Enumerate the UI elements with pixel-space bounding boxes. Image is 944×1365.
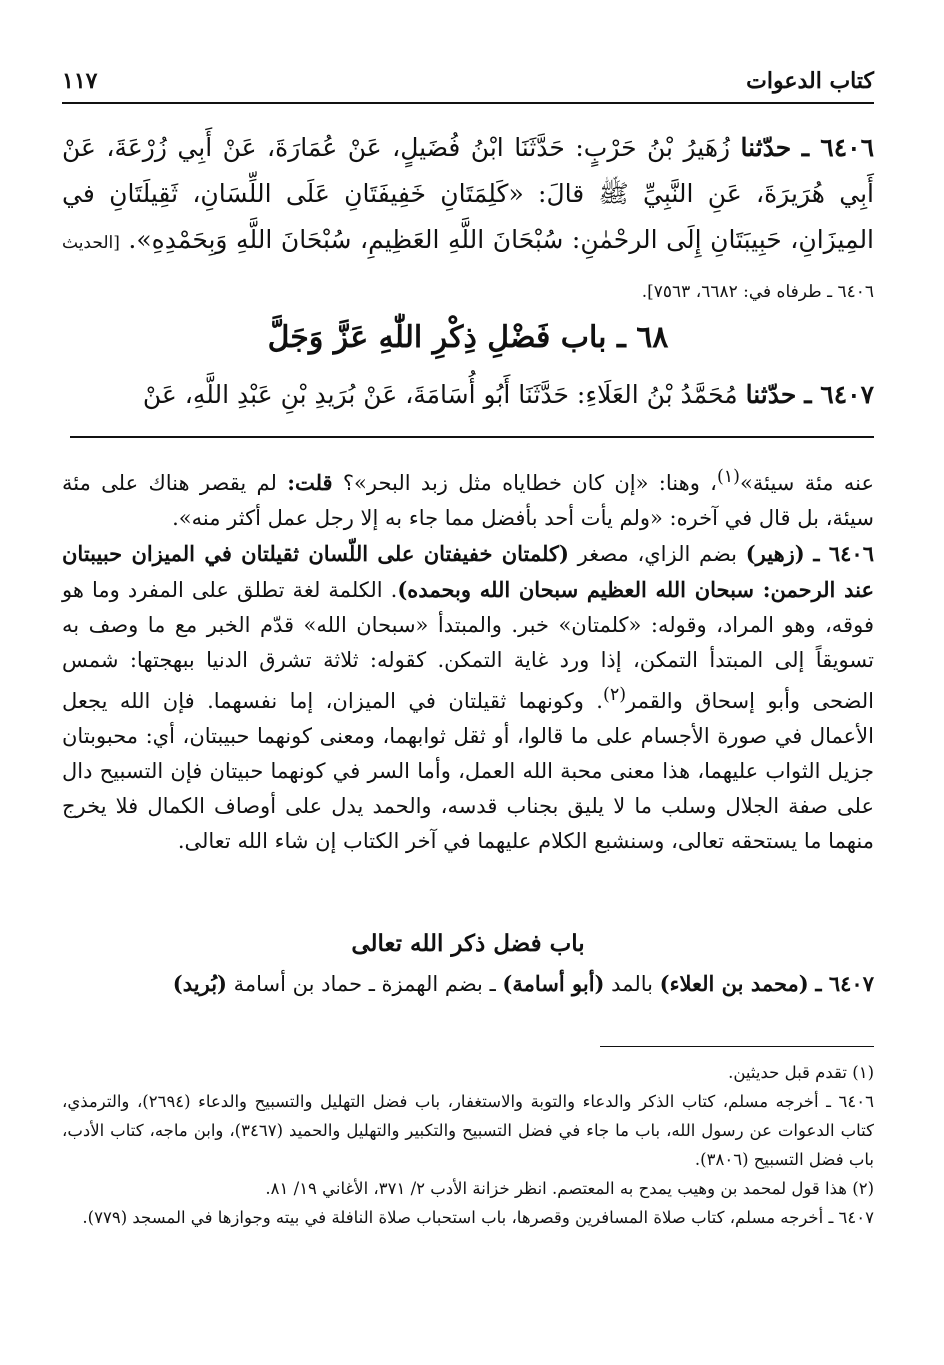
bold-text: (كلمتان خفيفتان على اللّسان ثقيلتان في الميزان حبيبتان عند الرحمن: سبحان الله العظيم سبحان الله وبحمده) (62, 541, 874, 602)
book-title: كتاب الدعوات (746, 68, 874, 94)
hadith-number: ٦٤٠٦ ـ (801, 133, 874, 162)
section-divider (70, 436, 874, 438)
bold-text: (بُريد) (172, 971, 227, 996)
text: . وكونهما ثقيلتان في الميزان، إما نفسهما. فإن الله يجعل الأعمال في صورة الأجسام على ما قالوا، أو ثقل ثوابهما، ومعنى كونهما حبيبتان، أي: محبوبتان جزيل الثواب عليهما، هذا معنى محبة الله العمل، وأما السر في كونهما حبيتان فإن التسبيح دال على صفة الجلال وسلب ما لا يليق بجناب قدسه، والحمد يدل على أوصاف الكمال فلا يخرج منهما ما يستحقه تعالى، وسنشبع الكلام عليهما في آخر الكتاب إن شاء الله تعالى. (62, 689, 874, 853)
text: بالمد (611, 972, 653, 996)
commentary-continued (62, 966, 874, 1002)
hadith-reference: [الحديث ٦٤٠٦ ـ طرفاه في: ٦٦٨٢، ٧٥٦٣]. (62, 233, 874, 302)
hadith-number: ٦٤٠٧ ـ (815, 971, 874, 996)
hadith-6407 (62, 372, 874, 418)
bold-text: (محمد بن العلاء) (659, 971, 809, 996)
footnote: (٢) هذا قول لمحمد بن وهيب يمدح به المعتصم. انظر خزانة الأدب ٢/ ٣٧١، الأغاني ١٩/ ٨١. (265, 1179, 874, 1198)
footnote: ٦٤٠٧ ـ أخرجه مسلم، كتاب صلاة المسافرين وقصرها، باب استحباب صلاة النافلة في بيته وجوازها في المسجد (٧٧٩). (82, 1208, 874, 1227)
bold-text: (زهير) (745, 541, 805, 566)
narrator-lead: حدّثنا (745, 380, 797, 409)
hadith-number: ٦٤٠٦ ـ (813, 541, 874, 566)
text: . الكلمة لغة تطلق على المفرد وما هو فوقه، وهو المراد، وقوله: «كلمتان» خبر. والمبتدأ «سبحان الله» قدّم الخبر مع ما وصف به تسويقاً إلى المبتدأ التمكن، إذا ورد غاية التمكن. كقوله: ثلاثة تشرق الدنيا ببهجتها: شمس الضحى وأبو إسحاق والقمر (62, 578, 875, 713)
bold-text: قلت: (287, 470, 333, 495)
bold-text: (أبو أسامة) (502, 971, 605, 996)
footnote: (١) تقدم قبل حديثين. (728, 1063, 874, 1082)
footnote-marker: (٢) (602, 685, 627, 705)
chapter-heading: ٦٨ ـ باب فَضْلِ ذِكْرِ اللّٰهِ عَزَّ وَجَلَّ (267, 320, 669, 355)
footnote-marker: (١) (716, 467, 740, 487)
text: بضم الزاي، مصغر (577, 542, 738, 566)
narrator-lead: حدّثنا (740, 133, 792, 162)
subheading: باب فضل ذكر الله تعالى (351, 930, 585, 957)
commentary-paragraph (62, 460, 874, 536)
commentary-paragraph (62, 966, 874, 1002)
hadith-text: زُهَيرُ بْنُ حَرْبٍ: حَدَّثَنَا ابْنُ فُضَيلٍ، عَنْ عُمَارَةَ، عَنْ أَبِي زُرْعَةَ، عَنْ أَبِي هُرَيرَةَ، عَنِ النَّبِيِّ ﷺ قالَ: «كَلِمَتَانِ خَفِيفَتَانِ عَلَى اللِّسَانِ، ثَقِيلَتَانِ في المِيزَانِ، حَبِيبَتَانِ إِلَى الرحْمٰنِ: سُبْحَانَ اللَّهِ العَظِيمِ، سُبْحَانَ اللَّهِ وَبِحَمْدِهِ». (62, 133, 875, 254)
page-number: ١١٧ (62, 68, 98, 94)
hadith-text: مُحَمَّدُ بْنُ العَلَاءِ: حَدَّثَنَا أَبُو أُسَامَةَ، عَنْ بُرَيدِ بْنِ عَبْدِ اللَّهِ، عَنْ (142, 380, 738, 409)
commentary-paragraph (62, 536, 874, 859)
footnote: ٦٤٠٦ ـ أخرجه مسلم، كتاب الذكر والدعاء والتوبة والاستغفار، باب فضل التهليل والتسبيح والدعاء (٢٦٩٤)، والترمذي، كتاب الدعوات عن رسول الله، باب ما جاء في فضل التسبيح والتكبير والتهليل والحميد (٣٤٦٧)، وابن ماجه، كتاب الأدب، باب فضل التسبيح (٣٨٠٦). (62, 1092, 874, 1169)
commentary (62, 460, 874, 859)
footnote-divider (600, 1046, 874, 1047)
text: لم يقصر هناك على مئة سيئة، بل قال في آخره: «ولم يأت أحد بأفضل مما جاء به إلا رجل عمل أكثر منه». (62, 471, 874, 530)
hadith-6406 (62, 125, 874, 315)
text: عنه مئة سيئة» (740, 471, 874, 495)
text: ، وهنا: «إن كان خطاياه مثل زبد البحر»؟ (342, 471, 717, 495)
page-header (62, 62, 874, 104)
footnotes (62, 1058, 874, 1232)
hadith-number: ٦٤٠٧ ـ (804, 380, 874, 409)
text: ـ بضم الهمزة ـ حماد بن أسامة (233, 972, 496, 996)
